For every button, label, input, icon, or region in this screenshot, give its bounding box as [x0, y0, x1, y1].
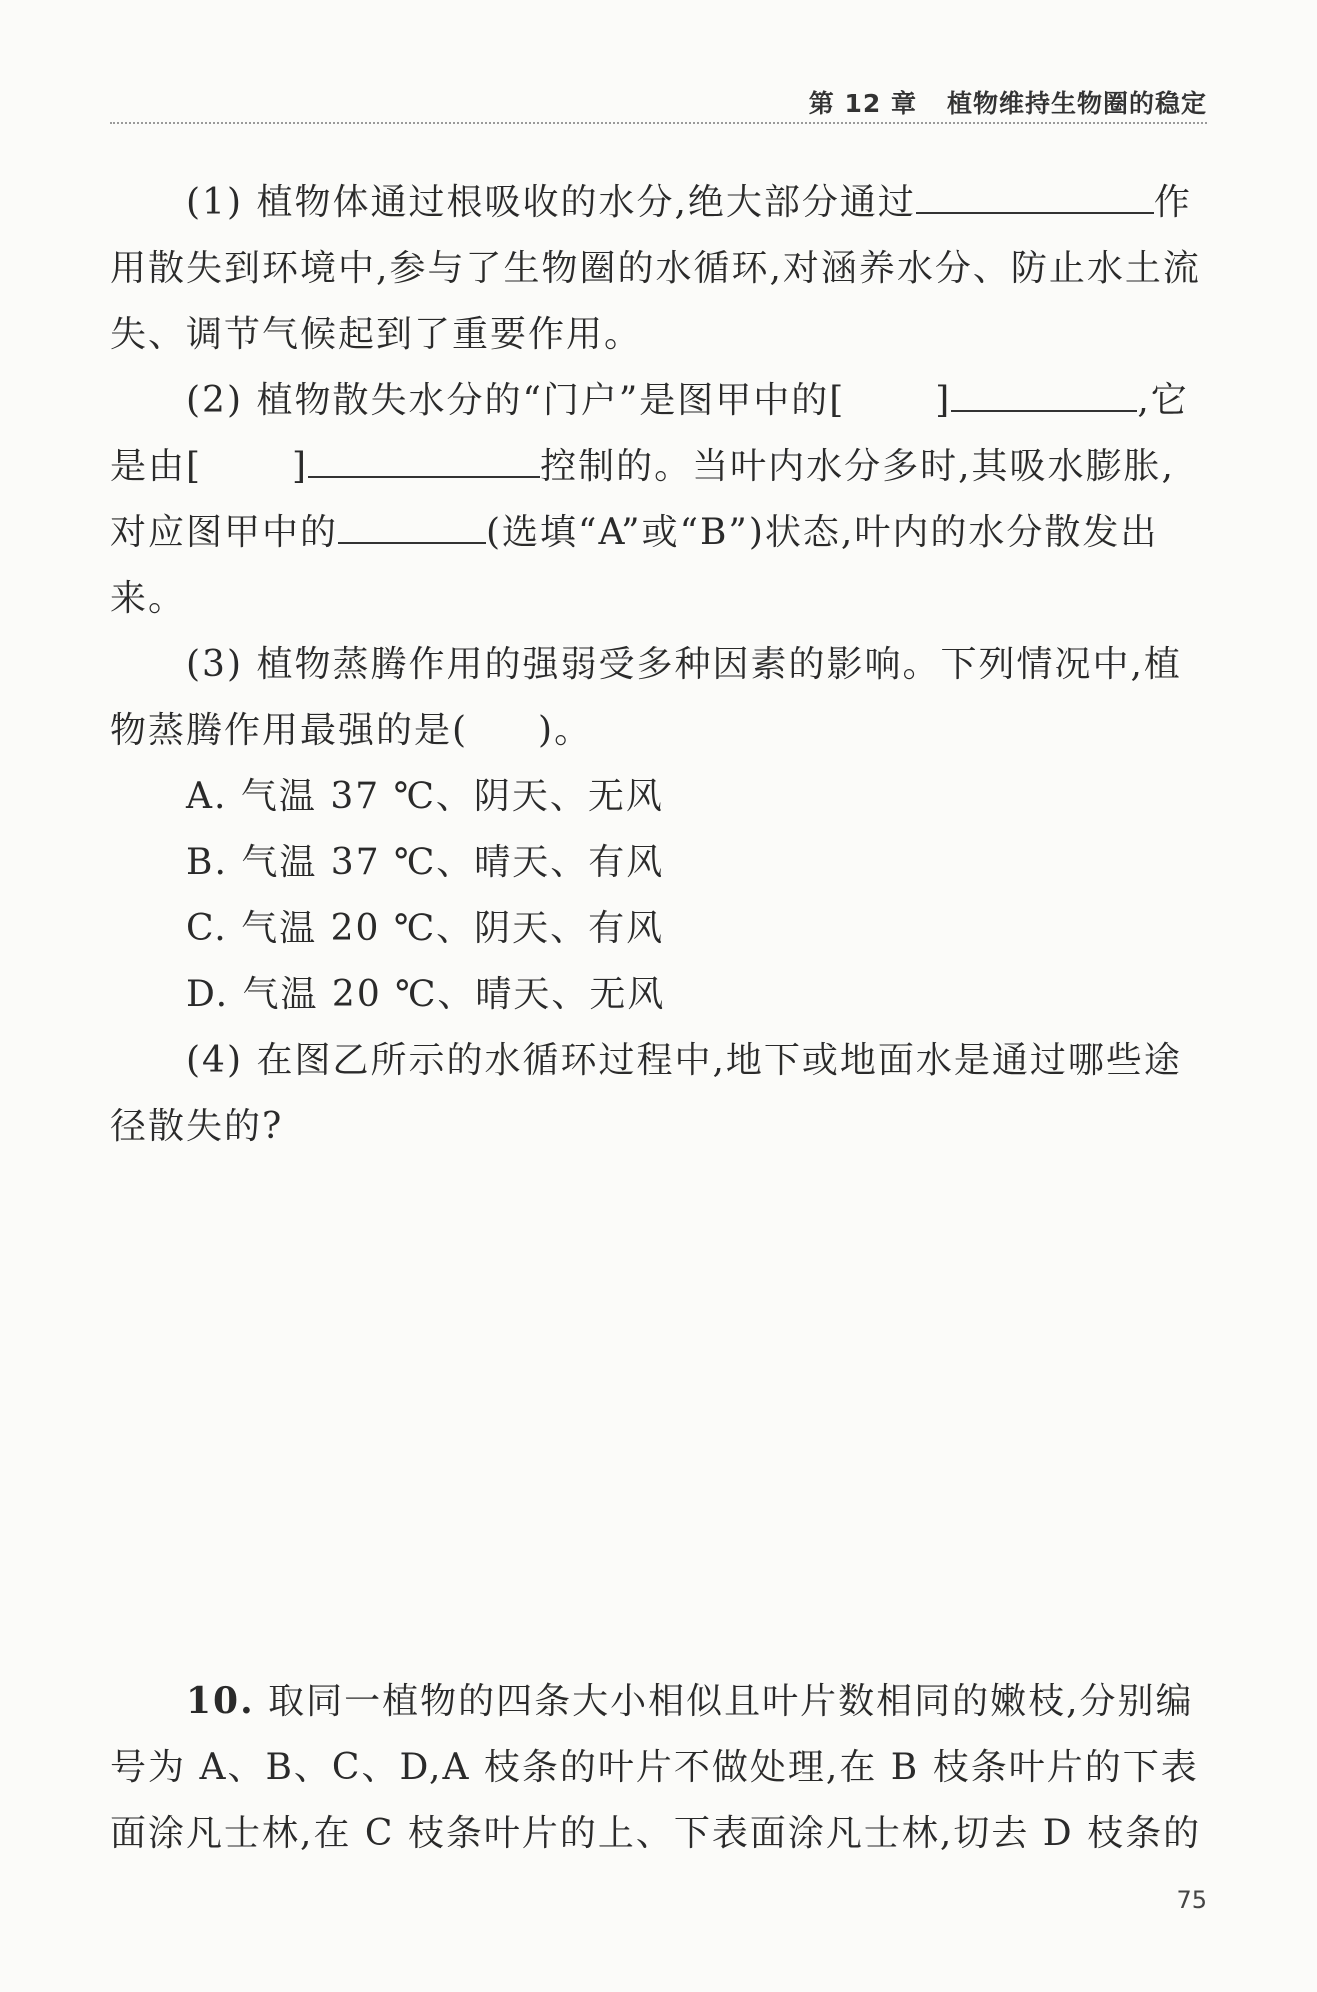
running-header: [0, 80, 1317, 120]
sub-question-4: (4) 在图乙所示的水循环过程中,地下或地面水是通过哪些途径散失的?: [110, 1040, 1182, 1147]
q2-text-b: 它是由[: [110, 380, 1189, 487]
option-b[interactable]: B. 气温 37 ℃、晴天、有风: [186, 842, 665, 883]
q3-stem-end: )。: [538, 710, 593, 751]
question-10: [110, 1668, 1208, 1867]
question-number: 10.: [186, 1680, 255, 1722]
header-dotted-rule: [110, 122, 1207, 124]
q1-text-b: 作用散失到环境中,参与了生物圈的水循环,对涵养水分、防止水土流失、调节气候起到了重要作用。: [110, 182, 1201, 355]
answer-blank[interactable]: [916, 176, 1154, 214]
question-body: [110, 170, 1208, 1160]
q1-text-a: (1) 植物体通过根吸收的水分,绝大部分通过: [186, 182, 916, 223]
page-number: 75: [1176, 1886, 1207, 1914]
sub-question-1: [110, 170, 1208, 368]
bracket-close: ]: [935, 380, 952, 421]
chapter-title: 植物维持生物圈的稳定: [946, 89, 1207, 118]
q2-text-c: 控制的。当叶内水分多时,其吸水膨胀,对应图甲中的: [110, 446, 1175, 553]
chapter-heading: [809, 84, 1207, 120]
comma: ,: [1137, 380, 1151, 421]
option-a[interactable]: A. 气温 37 ℃、阴天、无风: [186, 776, 664, 817]
question-10-text: 取同一植物的四条大小相似且叶片数相同的嫩枝,分别编号为 A、B、C、D,A 枝条的叶片不做处理,在 B 枝条叶片的下表面涂凡士林,在 C 枝条叶片的上、下表面涂凡士林,切去 D 枝条的: [110, 1681, 1202, 1854]
option-d[interactable]: D. 气温 20 ℃、晴天、无风: [186, 974, 666, 1015]
answer-blank[interactable]: [951, 374, 1137, 412]
sub-question-3: [110, 632, 1208, 764]
answer-blank[interactable]: [338, 506, 486, 544]
chapter-number: 第 12 章: [808, 89, 917, 118]
answer-blank[interactable]: [308, 440, 540, 478]
option-c[interactable]: C. 气温 20 ℃、阴天、有风: [186, 908, 665, 949]
q3-stem: (3) 植物蒸腾作用的强弱受多种因素的影响。下列情况中,植物蒸腾作用最强的是(: [110, 644, 1182, 751]
sub-question-2: [110, 368, 1208, 632]
bracket-close: ]: [292, 446, 309, 487]
q2-text-a: (2) 植物散失水分的“门户”是图甲中的[: [186, 380, 846, 421]
q2-text-d: (选填“A”或“B”)状态,叶内的水分散发出来。: [110, 512, 1159, 619]
